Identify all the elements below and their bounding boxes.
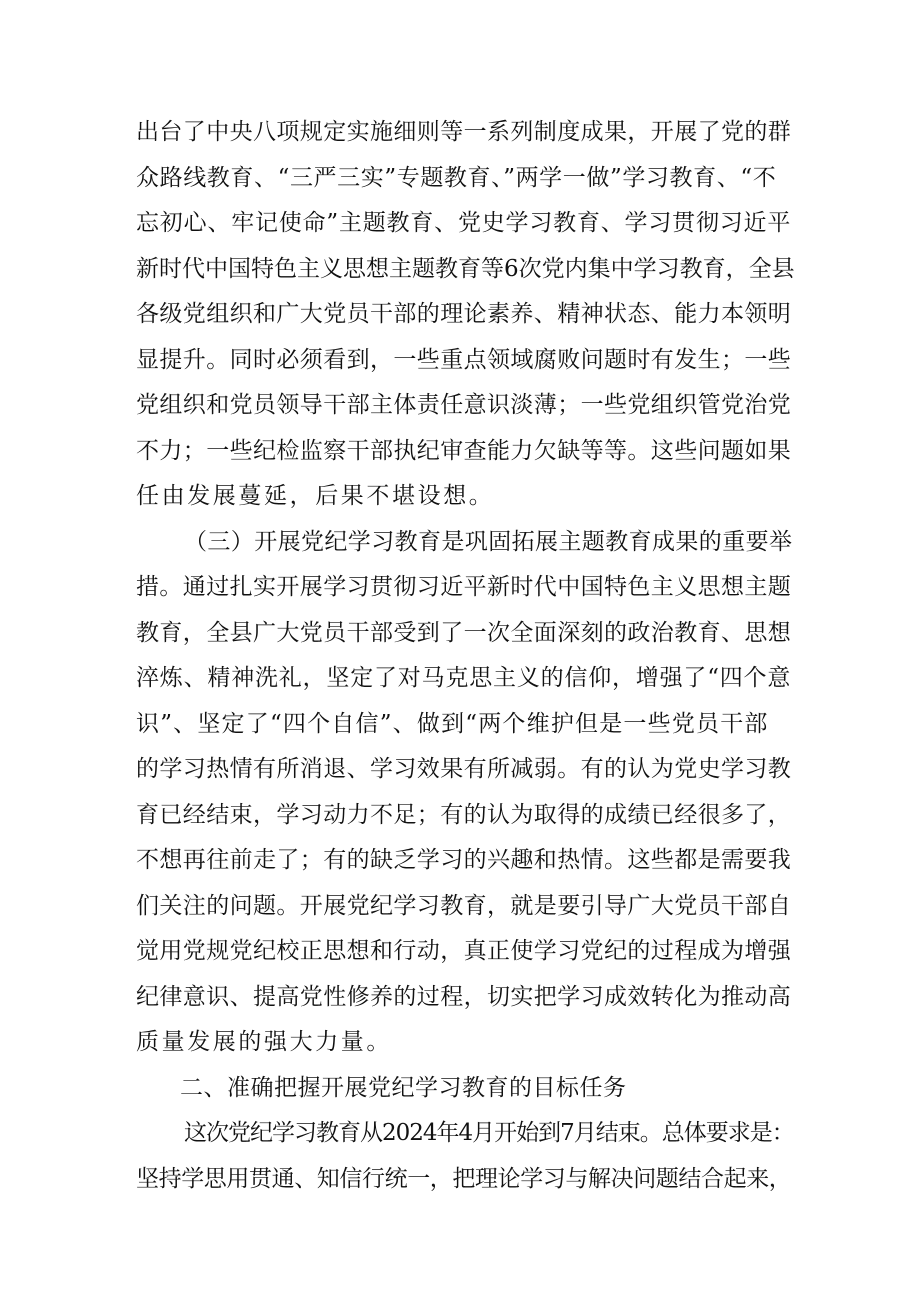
text-line: 任由发展蔓延，后果不堪设想。 <box>136 483 495 509</box>
paragraph <box>136 110 796 520</box>
text-line: 显提升。同时必须看到，一些重点领域腐败问题时有发生；一些 <box>136 346 792 373</box>
paragraph <box>136 520 796 1066</box>
text-line: 坚持学思用贯通、知信行统一，把理论学习与解决问题结合起来， <box>136 1165 792 1192</box>
text-line: 众路线教育、“三严三实”专题教育、”两学一做”学习教育、“不 <box>136 164 777 191</box>
text-line: 党组织和党员领导干部主体责任意识淡薄；一些党组织管党治党 <box>136 392 792 418</box>
text-line: 教育，全县广大党员干部受到了一次全面深刻的政治教育、思想 <box>136 619 792 646</box>
text-line: 纪律意识、提高党性修养的过程，切实把学习成效转化为推动高 <box>136 983 792 1010</box>
paragraph <box>136 1111 796 1202</box>
text-line: 识”、坚定了“四个自信”、做到“两个维护但是一些党员干部 <box>136 710 769 737</box>
text-line: 这次党纪学习教育从2024年4月开始到7月结束。总体要求是： <box>184 1120 794 1146</box>
text-line: 觉用党规党纪校正思想和行动，真正使学习党纪的过程成为增强 <box>136 938 792 964</box>
text-line: 育已经结束，学习动力不足；有的认为取得的成绩已经很多了， <box>136 801 792 828</box>
document-body <box>136 110 796 1202</box>
text-line: 措。通过扎实开展学习贯彻习近平新时代中国特色主义思想主题 <box>136 574 792 600</box>
text-line: 淬炼、精神洗礼，坚定了对马克思主义的信仰，增强了“四个意 <box>136 665 792 691</box>
text-line: 的学习热情有所消退、学习效果有所减弱。有的认为党史学习教 <box>136 756 792 782</box>
text-line: 各级党组织和广大党员干部的理论素养、精神状态、能力本领明 <box>136 301 792 327</box>
text-line: 出台了中央八项规定实施细则等一系列制度成果，开展了党的群 <box>136 119 792 145</box>
section-heading: 二、准确把握开展党纪学习教育的目标任务 <box>180 1074 627 1101</box>
text-line: （三）开展党纪学习教育是巩固拓展主题教育成果的重要举 <box>184 528 793 555</box>
text-line: 不力；一些纪检监察干部执纪审查能力欠缺等等。这些问题如果 <box>136 437 792 464</box>
text-line: 忘初心、牢记使命”主题教育、党史学习教育、学习贯彻习近平 <box>136 210 792 236</box>
text-line: 质量发展的强大力量。 <box>136 1029 392 1055</box>
text-line: 新时代中国特色主义思想主题教育等6次党内集中学习教育，全县 <box>136 255 795 282</box>
text-line: 不想再往前走了；有的缺乏学习的兴趣和热情。这些都是需要我 <box>136 847 792 873</box>
text-line: 们关注的问题。开展党纪学习教育，就是要引导广大党员干部自 <box>136 892 792 919</box>
